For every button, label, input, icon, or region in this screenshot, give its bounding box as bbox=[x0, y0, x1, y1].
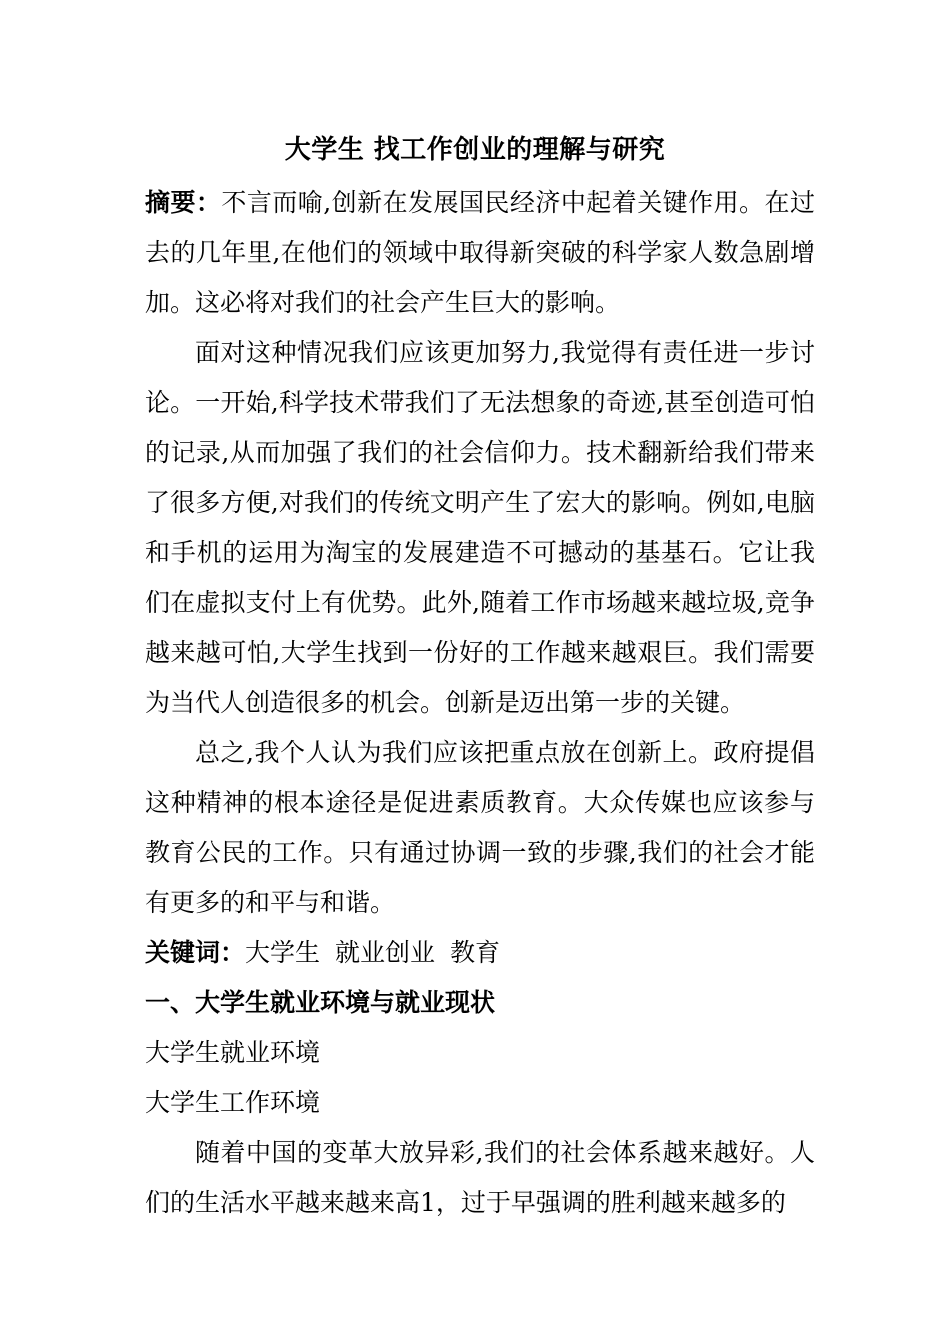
abstract-text: 不言而喻,创新在发展国民经济中起着关键作用。在过去的几年里,在他们的领域中取得新突破的科学家人数急剧增加。这必将对我们的社会产生巨大的影响。 bbox=[145, 188, 815, 317]
subheading: 大学生就业环境 bbox=[145, 1038, 321, 1067]
keywords-label: 关键词： bbox=[145, 938, 246, 967]
keywords-line bbox=[145, 928, 815, 978]
keyword-item: 大学生 bbox=[245, 938, 321, 967]
abstract-paragraph bbox=[145, 178, 815, 328]
subheading: 大学生工作环境 bbox=[145, 1088, 321, 1117]
body-paragraph-3: 随着中国的变革大放异彩,我们的社会体系越来越好。人们的生活水平越来越来高1，过于早强调的胜利越来越多的 bbox=[145, 1138, 815, 1217]
keyword-item: 就业创业 bbox=[335, 938, 436, 967]
document-body bbox=[145, 178, 815, 1228]
section-heading: 一、大学生就业环境与就业现状 bbox=[145, 988, 496, 1017]
body-paragraph-2: 总之,我个人认为我们应该把重点放在创新上。政府提倡这种精神的根本途径是促进素质教育。大众传媒也应该参与教育公民的工作。只有通过协调一致的步骤,我们的社会才能有更多的和平与和谐。 bbox=[145, 738, 815, 917]
abstract-label: 摘要： bbox=[145, 188, 222, 217]
body-paragraph-1: 面对这种情况我们应该更加努力,我觉得有责任进一步讨论。一开始,科学技术带我们了无法想象的奇迹,甚至创造可怕的记录,从而加强了我们的社会信仰力。技术翻新给我们带来了很多方便,对我们的传统文明产生了宏大的影响。例如,电脑和手机的运用为淘宝的发展建造不可撼动的基基石。它让我们在虚拟支付上有优势。此外,随着工作市场越来越垃圾,竞争越来越可怕,大学生找到一份好的工作越来越艰巨。我们需要为当代人创造很多的机会。创新是迈出第一步的关键。 bbox=[145, 338, 815, 717]
keyword-item: 教育 bbox=[450, 938, 501, 967]
document-title: 大学生 找工作创业的理解与研究 bbox=[284, 135, 666, 165]
